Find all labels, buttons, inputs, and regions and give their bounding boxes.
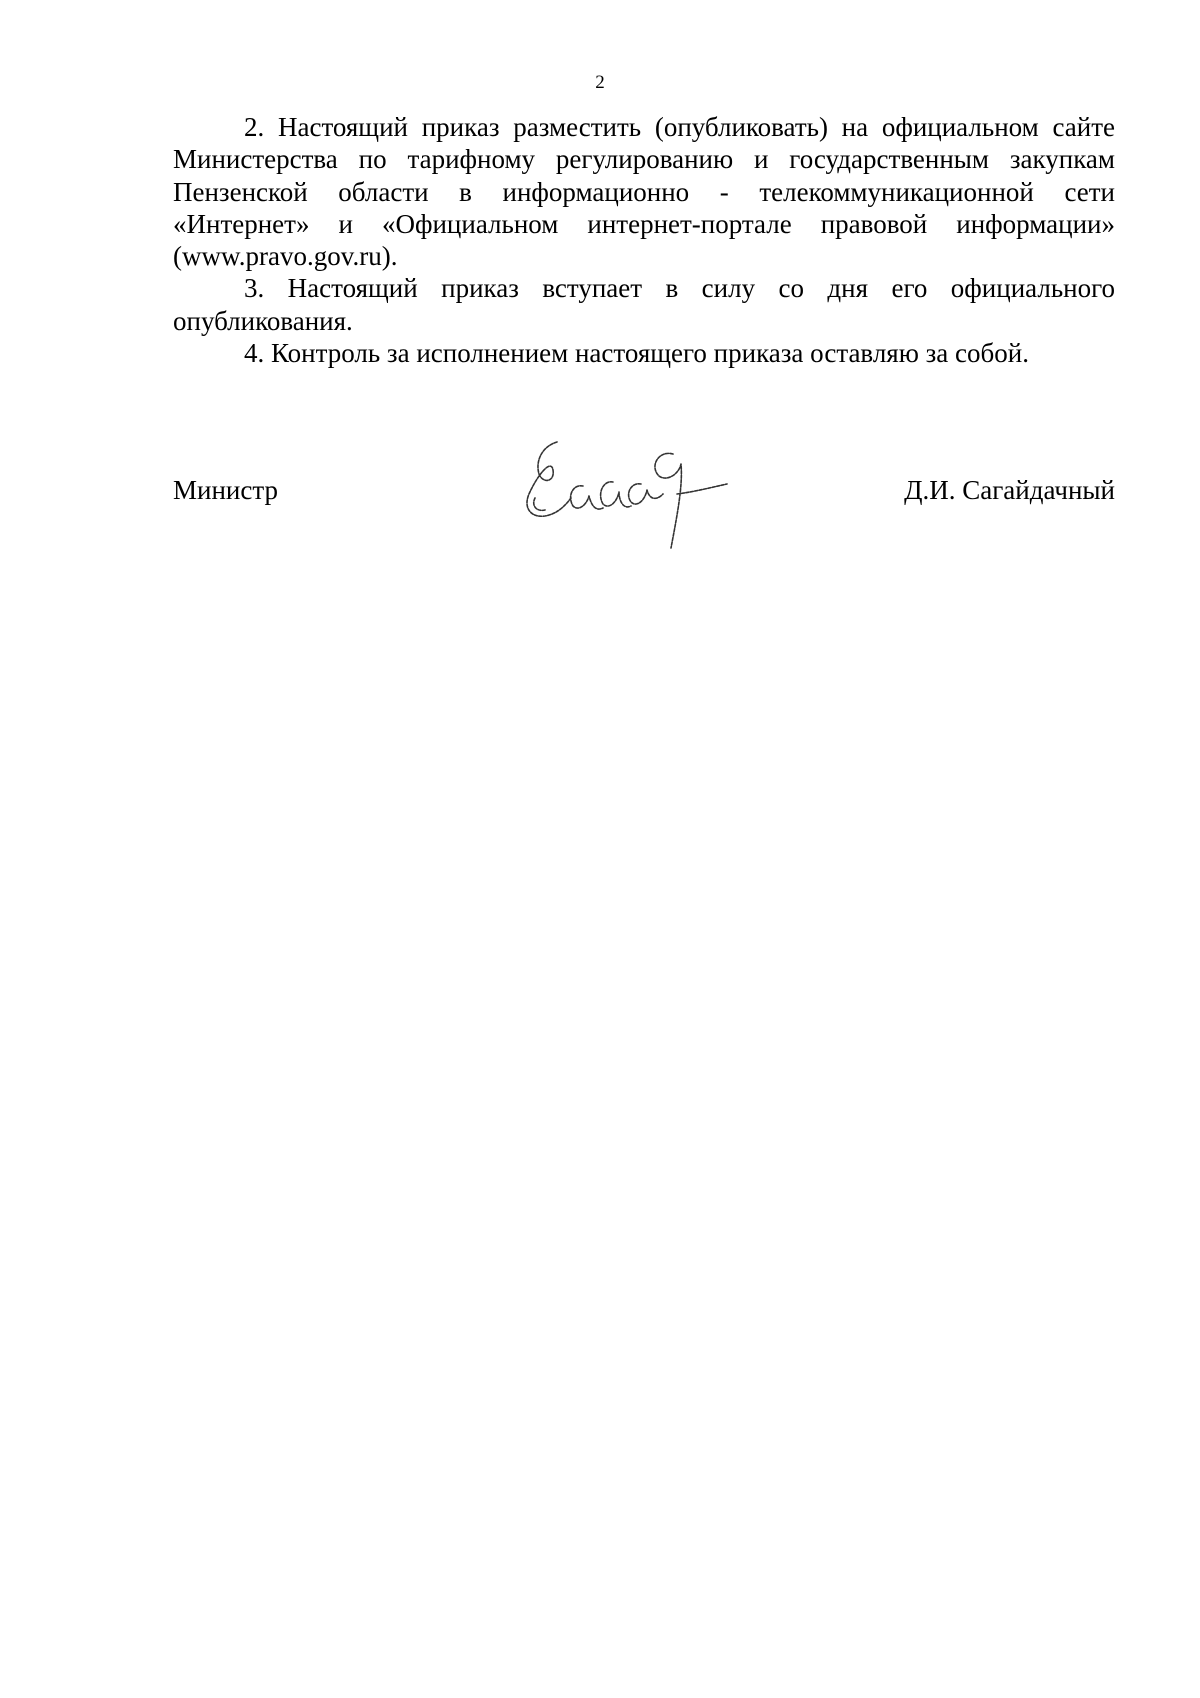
document-body (173, 111, 1115, 369)
page-number: 2 (595, 72, 605, 93)
paragraph-control: 4. Контроль за исполнением настоящего приказа оставляю за собой. (244, 338, 1029, 369)
paragraph-publication: 2. Настоящий приказ разместить (опубликовать) на официальном сайте Министерства по тарифному регулированию и государственным закупкам Пензенской области в информационно - телекоммуникационной сети «Интернет» и «Официальном интернет-портале правовой информации» (www.pravo.gov.ru). (173, 112, 1115, 272)
handwritten-signature-icon (513, 436, 741, 556)
paragraph-effective-date: 3. Настоящий приказ вступает в силу со дня его официального опубликования. (173, 273, 1115, 336)
signer-name: Д.И. Сагайдачный (904, 475, 1115, 505)
signer-position: Министр (173, 475, 278, 505)
